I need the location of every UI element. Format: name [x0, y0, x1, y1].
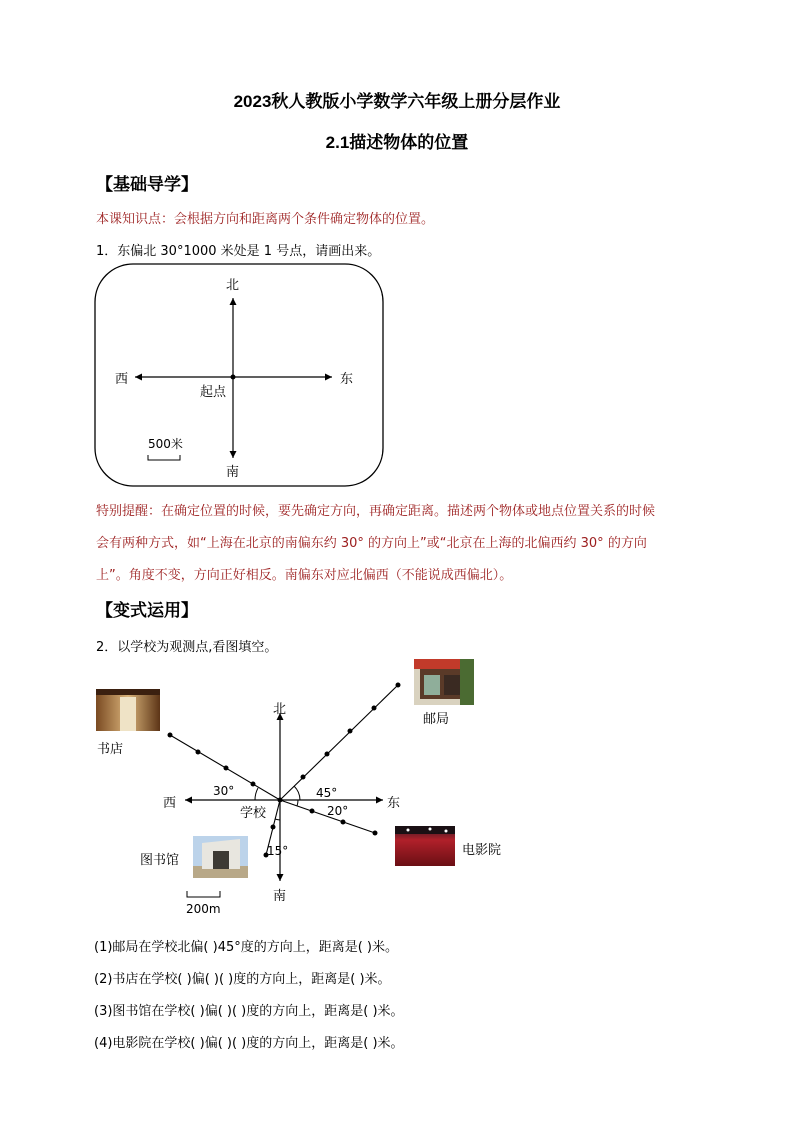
school-point — [278, 798, 283, 803]
angle-15-label: 15° — [267, 844, 289, 858]
post-office-picture — [414, 659, 474, 705]
cinema-label: 电影院 — [462, 843, 502, 858]
angle-30-label: 30° — [213, 784, 235, 798]
arc-15 — [275, 819, 280, 820]
section-heading-variant: 【变式运用】 — [96, 601, 198, 621]
ray-post-office — [280, 685, 398, 800]
scale-bar — [187, 891, 220, 897]
angle-45-label: 45° — [316, 786, 338, 800]
north-label: 北 — [273, 702, 287, 717]
tip-line-3: 上”。角度不变，方向正好相反。南偏东对应北偏西（不能说成西偏北）。 — [96, 568, 513, 583]
question-2-4: (4)电影院在学校( )偏( )( )度的方向上，距离是( )米。 — [94, 1036, 404, 1051]
scale-label: 200m — [186, 902, 221, 916]
scale-label: 500米 — [148, 437, 183, 451]
library-label: 图书馆 — [140, 853, 180, 868]
school-label: 学校 — [240, 806, 267, 821]
south-label: 南 — [226, 465, 240, 480]
question-2-1: (1)邮局在学校北偏( )45°度的方向上，距离是( )米。 — [94, 940, 399, 955]
question-2-3: (3)图书馆在学校( )偏( )( )度的方向上，距离是( )米。 — [94, 1004, 404, 1019]
origin-label: 起点 — [200, 385, 227, 400]
post-office-label: 邮局 — [423, 712, 450, 727]
compass-diagram-2 — [90, 655, 510, 920]
origin-point — [231, 375, 236, 380]
cinema-picture — [395, 826, 455, 866]
question-2-2: (2)书店在学校( )偏( )( )度的方向上，距离是( )米。 — [94, 972, 391, 987]
knowledge-point: 本课知识点：会根据方向和距离两个条件确定物体的位置。 — [96, 212, 435, 227]
page-subtitle: 2.1描述物体的位置 — [325, 133, 469, 152]
bookstore-picture — [96, 689, 160, 731]
east-label: 东 — [387, 796, 401, 811]
tip-line-2: 会有两种方式，如“上海在北京的南偏东约 30° 的方向上”或“北京在上海的北偏西约 30° 的方向 — [96, 536, 647, 551]
bookstore-label: 书店 — [97, 742, 124, 757]
tip-line-1: 特别提醒：在确定位置的时候，要先确定方向，再确定距离。描述两个物体或地点位置关系的时候 — [96, 504, 656, 519]
angle-20-label: 20° — [327, 804, 349, 818]
page-title: 2023秋人教版小学数学六年级上册分层作业 — [233, 92, 561, 111]
arc-30 — [255, 788, 258, 800]
compass-diagram-1 — [90, 260, 390, 490]
west-label: 西 — [115, 372, 129, 387]
section-heading-basic: 【基础导学】 — [96, 175, 198, 195]
question-2: 2．以学校为观测点,看图填空。 — [96, 640, 278, 655]
scale-bar — [148, 455, 180, 460]
south-label: 南 — [273, 889, 287, 904]
question-1: 1．东偏北 30°1000 米处是 1 号点，请画出来。 — [96, 244, 381, 259]
arc-45 — [294, 786, 300, 800]
north-label: 北 — [226, 278, 240, 293]
west-label: 西 — [163, 796, 177, 811]
library-picture — [193, 836, 248, 878]
arc-20 — [297, 800, 298, 806]
east-label: 东 — [340, 372, 354, 387]
